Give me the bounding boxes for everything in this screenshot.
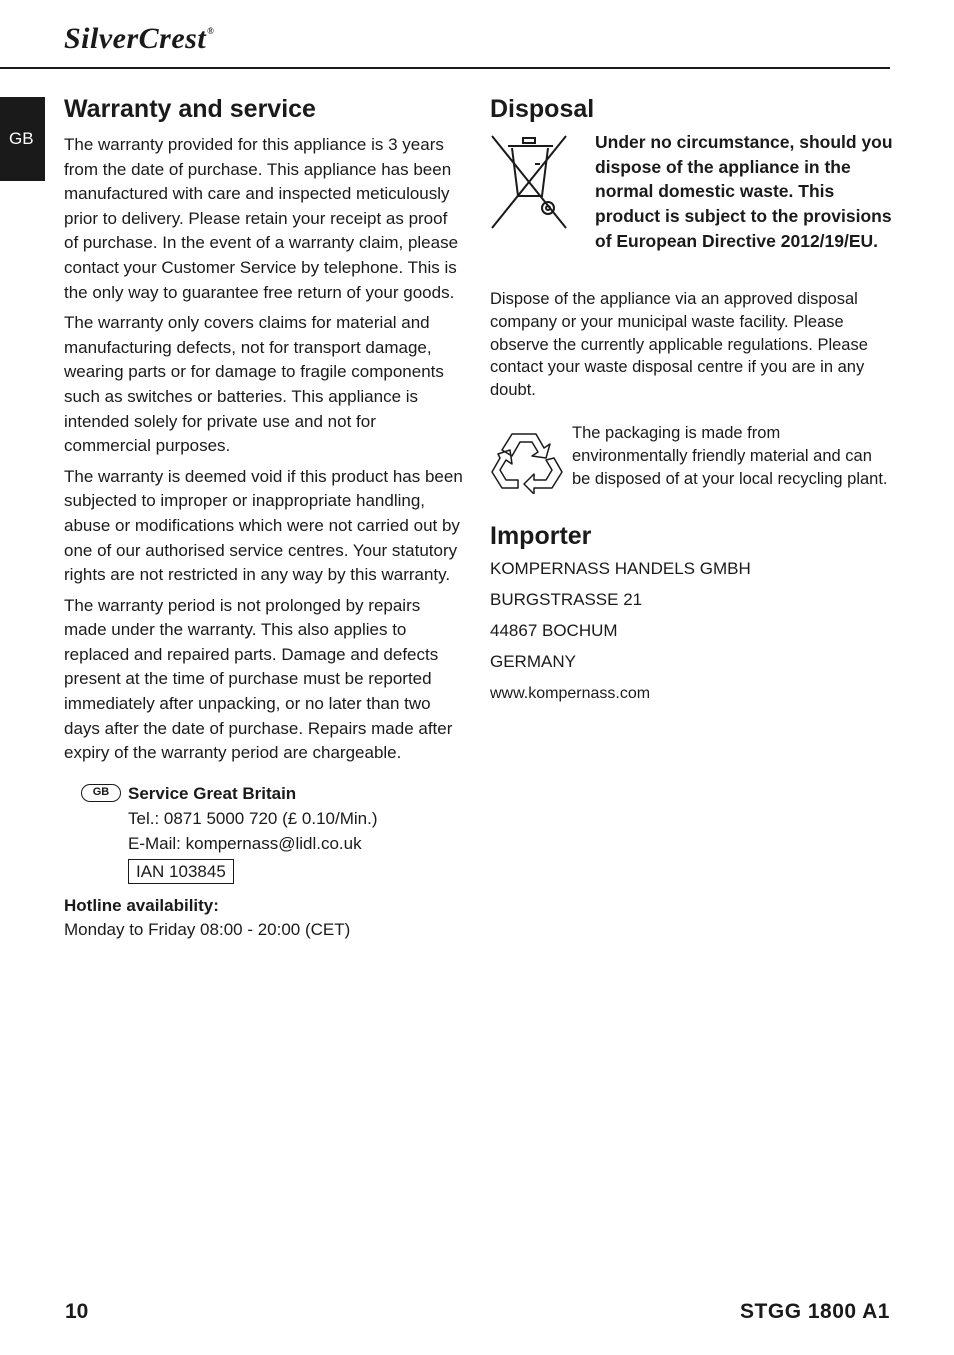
hotline-block: [64, 894, 466, 943]
importer-country: GERMANY: [490, 651, 576, 671]
importer-website-link[interactable]: www.kompernass.com: [490, 684, 651, 702]
brand-name: SilverCrest: [64, 22, 207, 55]
warranty-paragraph-3: The warranty is deemed void if this product has been subjected to improper or inappropriate handling, abuse or modifications which were not carried out by one of our authorised service centres. Your statutory rights are not restricted in any way by this warranty.: [64, 466, 463, 585]
warranty-title: Warranty and service: [64, 95, 316, 123]
hotline-hours: Monday to Friday 08:00 - 20:00 (CET): [64, 920, 351, 940]
disposal-title: Disposal: [490, 95, 595, 123]
model-number: STGG 1800 A1: [740, 1300, 890, 1323]
disposal-warning: Under no circumstance, should you dispose of the appliance in the normal domestic waste. This product is subject to the provisions of European Directive 2012/19/EU.: [595, 132, 893, 251]
service-title: Service Great Britain: [128, 783, 297, 803]
language-tab: GB: [0, 97, 45, 181]
header-rule: [0, 67, 890, 69]
packaging-row: [490, 422, 890, 494]
warranty-paragraph-2: The warranty only covers claims for material and manufacturing defects, not for transport damage, wearing parts or for damage to fragile components such as switches or batteries. This appliance is intended solely for private use and not for commercial purposes.: [64, 313, 444, 456]
service-block: [64, 781, 466, 884]
packaging-text: The packaging is made from environmentally friendly material and can be disposed of at your local recycling plant.: [572, 423, 888, 488]
disposal-text: Dispose of the appliance via an approved disposal company or your municipal waste facility. Please observe the currently applicable regulations. Please contact your waste disposal centre if you are in any doubt.: [490, 290, 868, 400]
importer-address: [490, 553, 890, 677]
service-email: E-Mail: kompernass@lidl.co.uk: [128, 833, 362, 853]
brand-logo: [64, 22, 214, 56]
importer-company: KOMPERNASS HANDELS GMBH: [490, 558, 751, 578]
hotline-label: Hotline availability:: [64, 895, 219, 915]
warranty-paragraph-4: The warranty period is not prolonged by repairs made under the warranty. This also applies to replaced and repaired parts. Damage and defects present at the time of purchase must be reported immediately after unpacking, or no later than two days after the date of purchase. Repairs made after expiry of the warranty period are chargeable.: [64, 595, 453, 763]
warranty-paragraph-1: The warranty provided for this appliance is 3 years from the date of purchase. This appliance has been manufactured with care and inspected meticulously prior to delivery. Please retain your receipt as proof of purchase. In the event of a warranty claim, please contact your Customer Service by telephone. This is the only way to guarantee free return of your goods.: [64, 135, 459, 302]
importer-street: BURGSTRASSE 21: [490, 589, 643, 609]
page-number: 10: [65, 1300, 89, 1323]
importer-title: Importer: [490, 521, 592, 550]
gb-country-badge: GB: [81, 784, 121, 802]
service-tel: Tel.: 0871 5000 720 (£ 0.10/Min.): [128, 808, 378, 828]
warranty-section: [64, 94, 466, 943]
disposal-importer-column: [490, 94, 893, 709]
disposal-warning-row: [490, 130, 893, 280]
importer-city: 44867 BOCHUM: [490, 620, 618, 640]
recycling-icon: [490, 428, 564, 494]
crossed-out-wheelie-bin-icon: [490, 132, 568, 232]
registered-mark: ®: [207, 26, 215, 36]
ian-number: IAN 103845: [128, 859, 234, 884]
